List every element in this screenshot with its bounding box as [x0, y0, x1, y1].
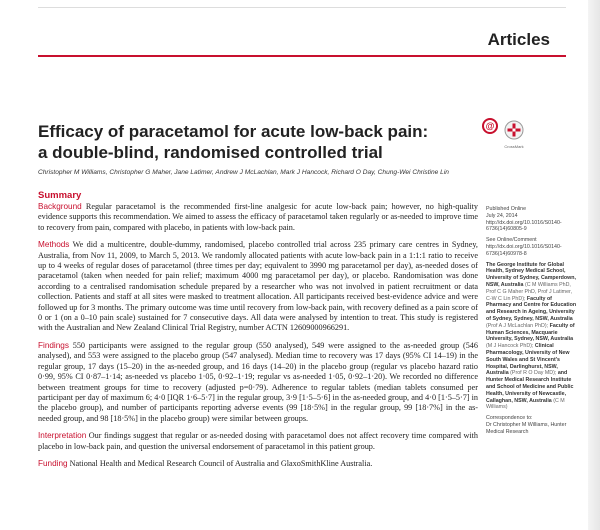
methods-paragraph [38, 240, 478, 334]
correspondence-label: Correspondence to: [486, 415, 533, 422]
funding-text: National Health and Medical Research Council of Australia and GlaxoSmithKline Australia. [69, 458, 373, 468]
comment-doi-link[interactable]: http://dx.doi.org/10.1016/S0140-6736(14)60978-8 [486, 243, 562, 257]
correspondence-name: Dr Christopher M Williams, Hunter Medical Research [486, 421, 567, 435]
affiliations [486, 262, 578, 412]
comment-info [486, 237, 578, 257]
scan-edge [588, 0, 600, 530]
methods-text: We did a multicentre, double-dummy, randomised, placebo controlled trial across 235 primary care centres in Sydney, Australia, from Nov 11, 2009, to March 5, 2013. We randomly allocated patients with acute low-back pain in a 1:1:1 ratio to receive up to 4 weeks of regular doses of paracetamol (three times per day; equivalent to 3990 mg paracetamol per day), as-needed doses of paracetamol (taken when needed for pain relief; maximum 4000 mg paracetamol per day), or placebo. Randomisation was done according to a centralised randomisation schedule prepared by a researcher who was not involved in patient recruitment or data collection. Patients and staff at all sites were masked to treatment allocation. All participants received best-evidence advice and were followed up for 3 months. The primary outcome was time until recovery from low-back pain, with recovery defined as a pain score of 0 or 1 (on a 0–10 pain scale) sustained for 7 consecutive days. All data were analysed by intention to treat. This study is registered with the Australian and New Zealand Clinical Trial Registry, number ACTN 12609000966291. [38, 240, 478, 333]
findings-label: Findings [38, 340, 69, 350]
interpretation-text: Our findings suggest that regular or as-needed dosing with paracetamol does not affect recovery time compared with placebo in low-back pain, and question the universal endorsement of paracetamol in this patient group. [38, 431, 478, 451]
open-access-icon[interactable]: @ [482, 118, 498, 134]
findings-text: 550 participants were assigned to the regular group (550 analysed), 549 were assigned to the as-needed group (546 analysed), and 553 were assigned to the placebo group (547 analysed). Median time to recovery was 17 days (95% CI 14–19) in the regular group, 17 days (15–20) in the as-needed group, and 16 days (14–20) in the placebo group (regular vs placebo hazard ratio 0·99, 95% CI 0·87–1·14; as-needed vs placebo 1·05, 0·92–1·19; regular vs as-needed 1·05, 0·92–1·20). We recorded no difference between treatment groups for time to recovery (adjusted p=0·79). Adherence to regular tablets (median tablets consumed per participant per day of maximum 6; 4·0 [IQR 1·6–5·7] in the regular group, 3·9 [1·5–5·6] in the as-needed group, and 4·0 [1·5–5·7] in the placebo group), and number of participants reporting adverse events (99 [18·5%] in the regular group, 99 [18·7%] in the as-needed group, and 98 [18·5%] in the placebo group) were similar between groups. [38, 340, 478, 423]
interpretation-label: Interpretation [38, 431, 87, 441]
published-label: Published Online [486, 206, 527, 212]
abstract [38, 190, 478, 476]
section-rule [38, 55, 566, 57]
affiliation-4: Clinical Pharmacology, University of New South Wales and St Vincent's Hospital, Darlinghurst, NSW, Australia [486, 343, 570, 377]
methods-label: Methods [38, 240, 70, 250]
comment-label: See Online/Comment [486, 237, 537, 244]
background-paragraph [38, 202, 478, 233]
publication-info [486, 206, 578, 233]
author-list: Christopher M Williams, Christopher G Maher, Jane Latimer, Andrew J McLachlan, Mark J Hancock, Richard O Day, Chung-Wei Christine Lin [38, 169, 449, 176]
summary-heading: Summary [38, 190, 82, 201]
crossmark-label: CrossMark [504, 144, 524, 149]
article-title [38, 121, 448, 163]
affiliation-1-people: (C M Williams PhD, Prof C G Maher PhD, Prof J Latimer, C-W C Lin PhD); [486, 281, 572, 302]
findings-paragraph [38, 341, 478, 424]
title-line-2: a double-blind, randomised controlled trial [38, 143, 383, 162]
header-rule [38, 7, 566, 8]
title-line-1: Efficacy of paracetamol for acute low-back pain: [38, 122, 429, 141]
affiliation-2: Faculty of Pharmacy and Centre for Education and Research in Ageing, University of Sydney, Sydney, NSW, Australia [486, 295, 577, 322]
funding-label: Funding [38, 458, 68, 468]
correspondence [486, 415, 578, 435]
crossmark-icon[interactable] [504, 120, 524, 140]
affiliation-5: and Hunter Medical Research Institute and School of Medicine and Public Health, University of Newcastle, Callaghan, NSW, Australia [486, 370, 574, 404]
background-text: Regular paracetamol is the recommended first-line analgesic for acute low-back pain; however, no high-quality evidence supports this recommendation. We aimed to assess the efficacy of paracetamol taken regularly or as-needed to improve time to recovery from pain, compared with placebo, in patients with low-back pain. [38, 202, 478, 232]
affiliation-2-people: (Prof A J McLachlan PhD); [486, 322, 549, 329]
affiliation-3-people: (M J Hancock PhD); [486, 343, 534, 350]
section-label: Articles [487, 30, 550, 49]
article-logos [482, 118, 530, 158]
article-doi-link[interactable]: http://dx.doi.org/10.1016/S0140-6736(14)60805-9 [486, 219, 562, 233]
interpretation-paragraph [38, 431, 478, 452]
funding-paragraph [38, 459, 478, 469]
affiliation-1: The George Institute for Global Health, Sydney Medical School, University of Sydney, Camperdown, NSW, Australia [486, 261, 576, 288]
article-sidebar [486, 206, 578, 440]
background-label: Background [38, 202, 82, 211]
affiliation-4-people: (Prof R O Day MD); [510, 370, 557, 377]
affiliation-3: Faculty of Human Sciences, Macquarie University, Sydney, NSW, Australia [486, 322, 575, 343]
published-date: July 24, 2014 [486, 212, 518, 219]
affiliation-5-people: (C M Williams) [486, 397, 565, 411]
